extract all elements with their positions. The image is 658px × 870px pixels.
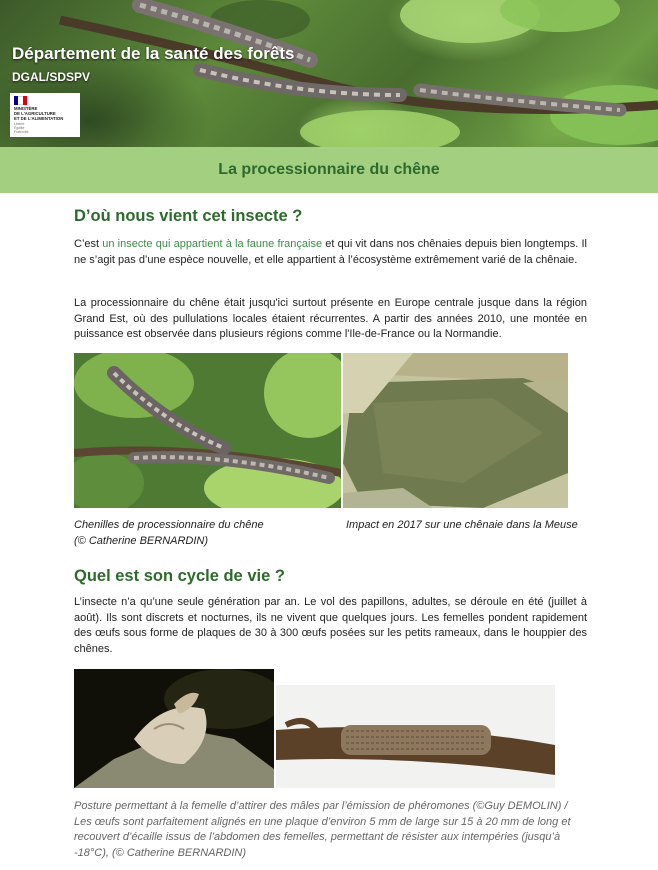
logo-motto-line3: Fraternité <box>14 129 29 134</box>
aerial-forest-photo <box>343 353 568 508</box>
logo-ministry-line1: MINISTÈRE <box>14 106 38 111</box>
department-subtitle: DGAL/SDSPV <box>12 70 91 84</box>
faune-link[interactable]: un insecte qui appartient à la faune française <box>102 238 323 250</box>
eggs-twig-photo <box>276 685 555 788</box>
page-title: La processionnaire du chêne <box>218 161 440 178</box>
logo-ministry-line2: DE L'AGRICULTURE <box>14 110 56 116</box>
caption-caterpillars-line2: (© Catherine BERNARDIN) <box>74 534 209 547</box>
caption-forest-impact: Impact en 2017 sur une chênaie dans la Meuse <box>346 519 578 531</box>
logo-ministry-line3: ET DE L'ALIMENTATION <box>14 115 64 121</box>
caterpillars-photo <box>74 353 341 508</box>
french-flag-icon <box>14 96 27 105</box>
p1-prefix: C’est <box>74 238 103 250</box>
caption-caterpillars <box>74 518 264 549</box>
p1-suffix: et qui vit dans nos chênaies depuis bien longtemps. Il ne s’agit pas d’une espèce nouvelle, et elle appartient à l’écosystème extrêmement varié de la chênaie. <box>74 238 587 266</box>
ministry-logo <box>10 93 80 137</box>
caption-moth-eggs: Posture permettant à la femelle d’attirer des mâles par l’émission de phéromones (©Guy DEMOLIN) / Les œufs sont parfaitement alignés en une plaque d’environ 5 mm de large sur 15 à 20 mm de long et recouvert d’écaille issus de l’abdomen des femelles, permettant de résister aux intempéries (jusqu’à -18°C), (© Catherine BERNARDIN) <box>74 800 571 859</box>
section1-heading: D’où nous vient cet insecte ? <box>74 207 303 225</box>
section2-paragraph1: L’insecte n’a qu’une seule génération par an. Le vol des papillons, adultes, se déroule en été (juillet à août). Ils sont discrets et nocturnes, ils ne vivent que quelques jours. Les femelles pondent rapidement des œufs sous forme de plaques de 30 à 300 œufs posées sur les petits rameaux, dans le houppier des chênes. <box>74 596 587 655</box>
section1-paragraph2: La processionnaire du chêne était jusqu'ici surtout présente en Europe centrale jusque dans la région Grand Est, où des pullulations locales étaient récurrentes. A partir des années 2010, une montée en puissance est observée dans plusieurs régions comme l'Ile-de-France ou la Normandie. <box>74 297 587 341</box>
logo-motto-line2: Égalité <box>14 126 25 131</box>
caterpillar-banner-photo <box>0 0 658 147</box>
section1-paragraph1 <box>74 237 587 268</box>
department-title: Département de la santé des forêts <box>12 44 295 63</box>
caption-caterpillars-line1: Chenilles de processionnaire du chêne <box>74 519 264 531</box>
logo-motto-line1: Liberté <box>14 122 25 127</box>
page-title-band <box>0 147 658 193</box>
section2-heading: Quel est son cycle de vie ? <box>74 567 285 585</box>
header-banner <box>0 0 658 147</box>
moth-photo <box>74 669 274 788</box>
